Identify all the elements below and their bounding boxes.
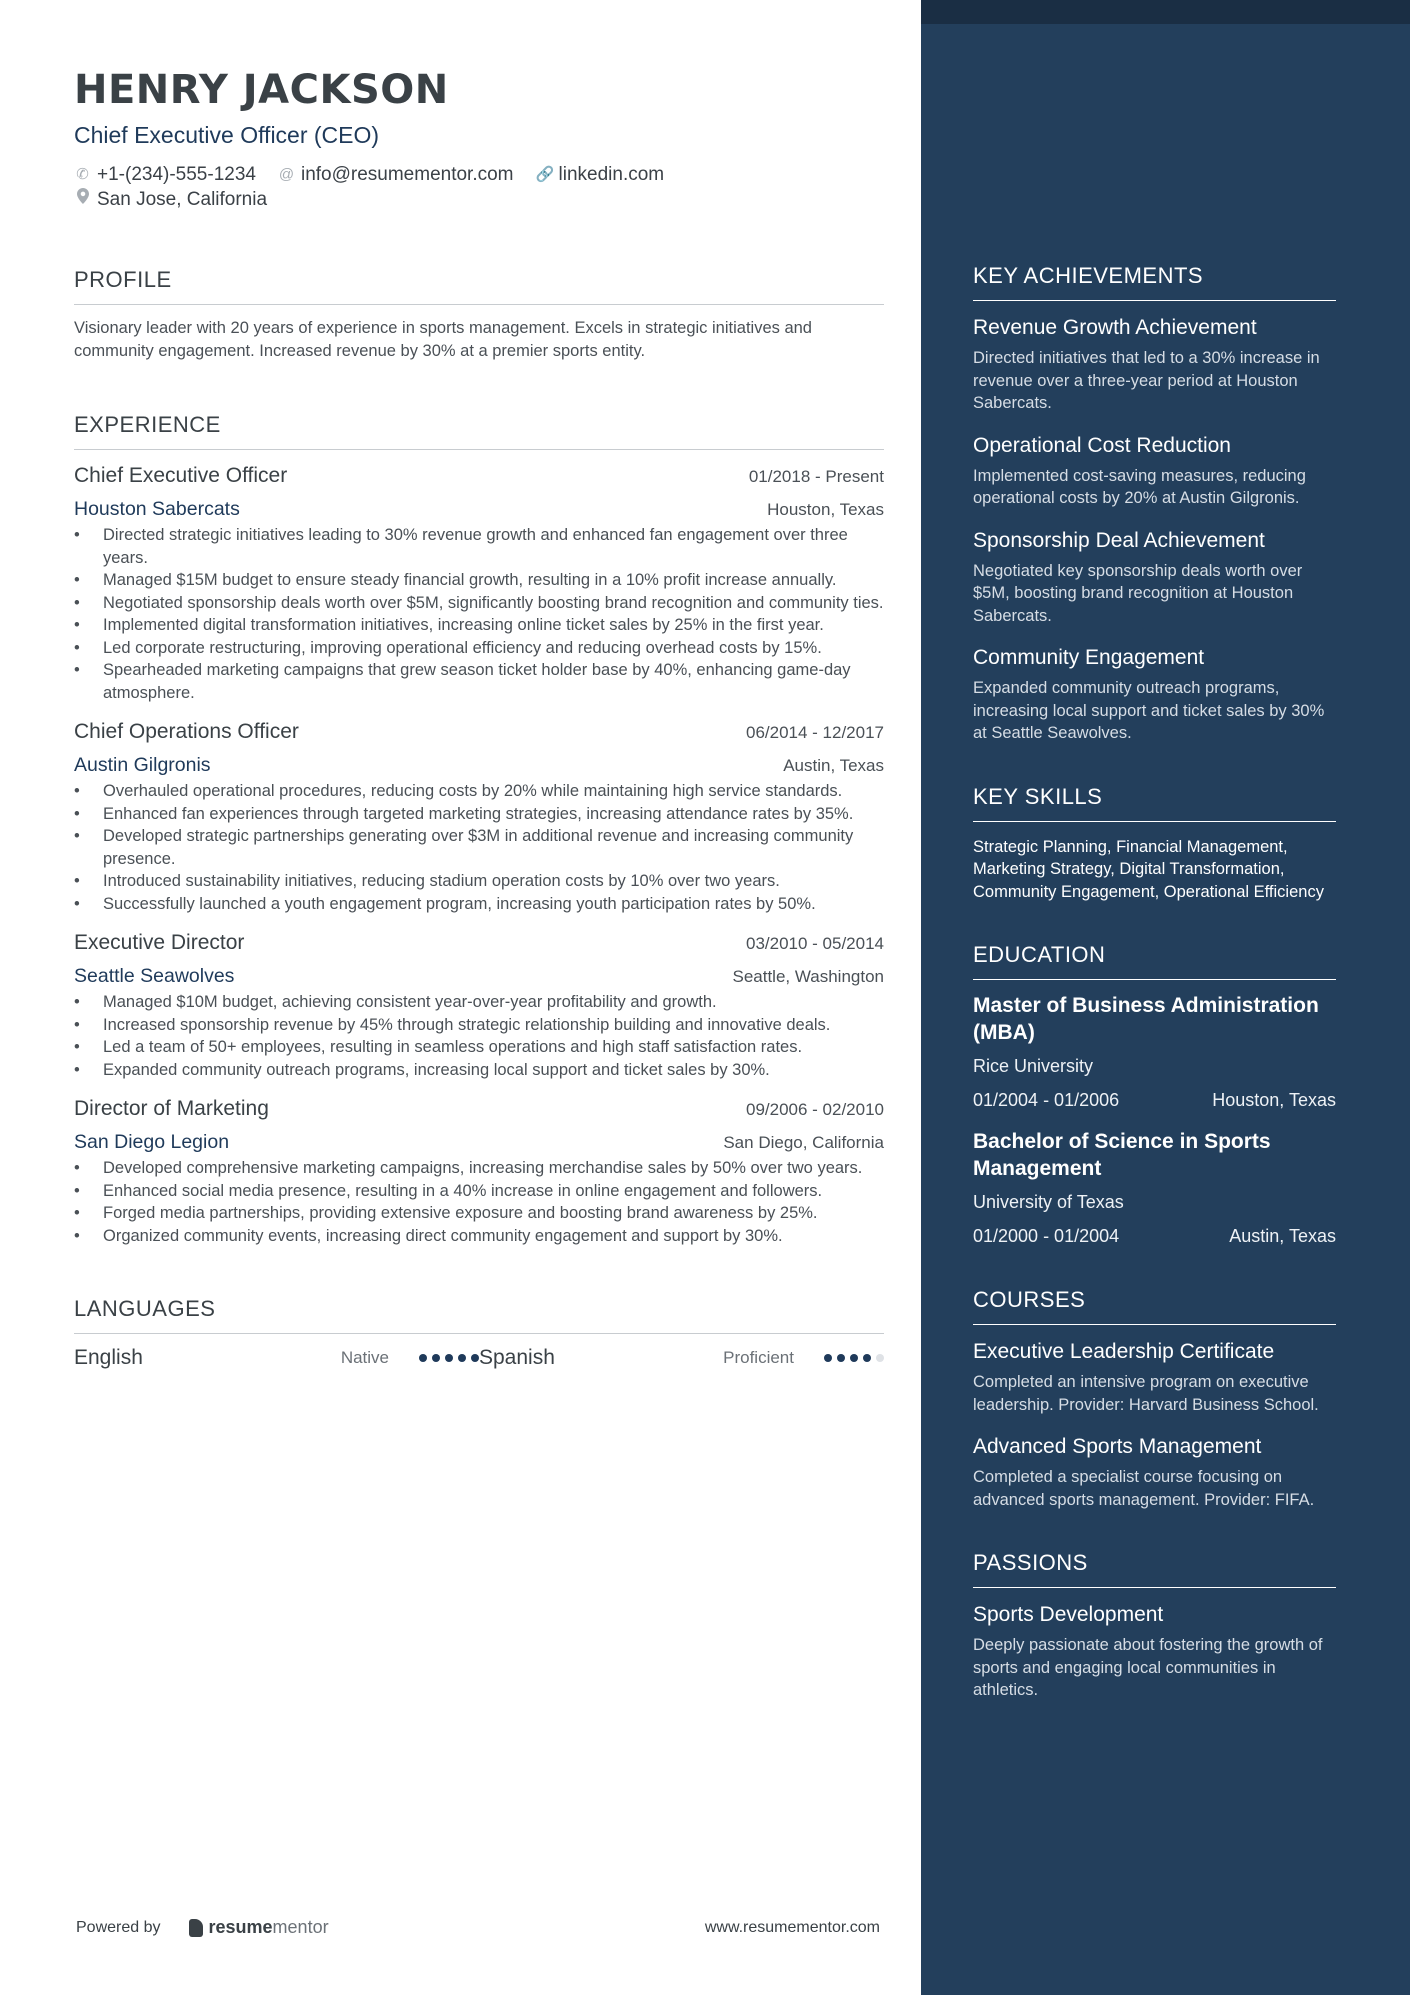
rating-dot [419, 1354, 427, 1362]
powered-by-label: Powered by [76, 1918, 161, 1936]
language-list [74, 1346, 884, 1370]
language-item [479, 1346, 884, 1370]
achievements-heading: KEY ACHIEVEMENTS [973, 262, 1336, 301]
courses-section [973, 1286, 1336, 1511]
job-company: Austin Gilgronis [74, 754, 211, 776]
sidebar [921, 0, 1410, 1995]
job-bullet: • Forged media partnerships, providing extensive exposure and boosting brand awareness by 25%. [74, 1202, 884, 1225]
job-location: Seattle, Washington [732, 967, 884, 986]
brand-mark-icon [189, 1919, 203, 1937]
profile-section [74, 266, 884, 363]
job-location: Houston, Texas [767, 500, 884, 519]
job-location: Austin, Texas [783, 756, 884, 775]
link-icon: 🔗 [535, 166, 555, 183]
course-desc: Completed a specialist course focusing on advanced sports management. Provider: FIFA. [973, 1468, 1315, 1509]
at-icon: @ [278, 166, 295, 183]
education-location: Houston, Texas [1212, 1090, 1336, 1110]
passions-section [973, 1549, 1336, 1702]
education-date: 01/2004 - 01/2006 [973, 1090, 1120, 1110]
profile-heading: PROFILE [74, 266, 884, 305]
job-role: Director of Marketing [74, 1097, 269, 1120]
job-bullet: • Spearheaded marketing campaigns that grew season ticket holder base by 40%, enhancing game-day atmosphere. [74, 659, 884, 704]
job-subheader [74, 496, 884, 522]
brand-light: mentor [272, 1917, 329, 1937]
job-location: San Diego, California [723, 1133, 884, 1152]
rating-dot [432, 1354, 440, 1362]
job-header [74, 929, 884, 957]
job-company: San Diego Legion [74, 1131, 230, 1153]
job-bullets [74, 780, 884, 915]
course-desc: Completed an intensive program on executive leadership. Provider: Harvard Business School. [973, 1373, 1319, 1414]
job-bullet: • Negotiated sponsorship deals worth over $5M, significantly boosting brand recognition and community ties. [74, 592, 884, 615]
job-bullets [74, 991, 884, 1081]
achievement-item [973, 313, 1336, 415]
education-school: University of Texas [973, 1192, 1124, 1212]
course-item [973, 1432, 1336, 1511]
linkedin-contact[interactable] [536, 162, 665, 187]
education-item [973, 1128, 1336, 1248]
achievement-title: Sponsorship Deal Achievement [973, 528, 1265, 552]
education-date: 01/2000 - 01/2004 [973, 1226, 1120, 1246]
job-role: Executive Director [74, 931, 245, 954]
job-bullet: • Developed strategic partnerships generating over $3M in additional revenue and increasing community presence. [74, 825, 884, 870]
rating-dot [837, 1354, 845, 1362]
job-bullet: • Managed $15M budget to ensure steady financial growth, resulting in a 10% profit increase annually. [74, 569, 884, 592]
passion-desc: Deeply passionate about fostering the growth of sports and engaging local communities in athletics. [973, 1636, 1323, 1699]
main-column [74, 66, 884, 1370]
passions-heading: PASSIONS [973, 1549, 1336, 1588]
sidebar-content [973, 262, 1336, 1702]
job-date: 09/2006 - 02/2010 [745, 1100, 884, 1119]
job-header [74, 1095, 884, 1123]
achievement-desc: Implemented cost-saving measures, reducing operational costs by 20% at Austin Gilgronis. [973, 466, 1306, 507]
job-bullet: • Overhauled operational procedures, reducing costs by 20% while maintaining high service standards. [74, 780, 884, 803]
location-pin-icon [74, 187, 91, 212]
achievement-desc: Negotiated key sponsorship deals worth over $5M, boosting brand recognition at Houston Sabercats. [973, 561, 1303, 625]
email-contact[interactable] [278, 162, 514, 187]
profile-text: Visionary leader with 20 years of experience in sports management. Excels in strategic initiatives and community engagement. Increased revenue by 30% at a premier sports entity. [74, 319, 812, 360]
job-bullet: • Organized community events, increasing direct community engagement and support by 30%. [74, 1225, 884, 1248]
education-meta [973, 1088, 1336, 1112]
achievement-item [973, 643, 1336, 745]
job-bullet: • Expanded community outreach programs, increasing local support and ticket sales by 30%. [74, 1059, 884, 1082]
location-text: San Jose, California [97, 189, 268, 210]
course-title: Advanced Sports Management [973, 1435, 1262, 1458]
job-bullet: • Directed strategic initiatives leading to 30% revenue growth and enhanced fan engagement over three years. [74, 524, 884, 569]
rating-dot [850, 1354, 858, 1362]
linkedin-text: linkedin.com [558, 164, 665, 185]
education-section [973, 941, 1336, 1248]
passion-title: Sports Development [973, 1603, 1164, 1626]
education-degree: Bachelor of Science in Sports Management [973, 1130, 1271, 1180]
job-header [74, 718, 884, 746]
language-level: Native [340, 1348, 389, 1367]
job-list [74, 462, 884, 1247]
language-name: Spanish [479, 1346, 555, 1369]
education-heading: EDUCATION [973, 941, 1336, 980]
footer [76, 1917, 880, 1938]
skills-section [973, 783, 1336, 904]
experience-section [74, 411, 884, 1247]
location-contact [74, 187, 267, 212]
job-date: 06/2014 - 12/2017 [745, 723, 884, 742]
achievement-title: Community Engagement [973, 646, 1205, 669]
job-bullet: • Enhanced fan experiences through targeted marketing strategies, increasing attendance rates by 35%. [74, 803, 884, 826]
education-item [973, 992, 1336, 1112]
experience-heading: EXPERIENCE [74, 411, 884, 450]
achievement-item [973, 526, 1336, 628]
job-date: 01/2018 - Present [748, 467, 884, 486]
website-link[interactable]: www.resumementor.com [704, 1918, 880, 1936]
job-bullet: • Implemented digital transformation initiatives, increasing online ticket sales by 25% in the first year. [74, 614, 884, 637]
job-role: Chief Executive Officer [74, 464, 288, 487]
job-subheader [74, 1129, 884, 1155]
job-bullet: • Increased sponsorship revenue by 45% through strategic relationship building and innovative deals. [74, 1014, 884, 1037]
job-bullets [74, 524, 884, 704]
job-bullet: • Managed $10M budget, achieving consistent year-over-year profitability and growth. [74, 991, 884, 1014]
rating-dot [458, 1354, 466, 1362]
sidebar-top-band [921, 0, 1410, 24]
job-bullet: • Led a team of 50+ employees, resulting in seamless operations and high staff satisfaction rates. [74, 1036, 884, 1059]
course-list [973, 1337, 1336, 1511]
brand-bold: resume [208, 1917, 273, 1937]
powered-by [76, 1917, 329, 1938]
rating-dot [471, 1354, 479, 1362]
education-location: Austin, Texas [1229, 1226, 1336, 1246]
achievement-title: Revenue Growth Achievement [973, 316, 1257, 339]
job-entry [74, 718, 884, 915]
rating-dot [824, 1354, 832, 1362]
job-bullet: • Enhanced social media presence, resulting in a 40% increase in online engagement and followers. [74, 1180, 884, 1203]
job-entry [74, 462, 884, 704]
skills-heading: KEY SKILLS [973, 783, 1336, 822]
brand-logo[interactable] [189, 1917, 329, 1938]
language-rating [419, 1354, 479, 1362]
phone-icon: ✆ [76, 166, 89, 183]
achievement-desc: Directed initiatives that led to a 30% increase in revenue over a three-year period at Houston Sabercats. [973, 349, 1320, 412]
job-bullet: • Introduced sustainability initiatives, reducing stadium operation costs by 10% over two years. [74, 870, 884, 893]
language-level: Proficient [723, 1348, 794, 1367]
achievements-section [973, 262, 1336, 745]
achievement-item [973, 431, 1336, 510]
email-text: info@resumementor.com [300, 164, 514, 185]
education-meta [973, 1224, 1336, 1248]
rating-dot [863, 1354, 871, 1362]
language-item [74, 1346, 479, 1370]
job-header [74, 462, 884, 490]
passion-list [973, 1600, 1336, 1702]
phone-contact[interactable] [74, 162, 256, 187]
job-subheader [74, 752, 884, 778]
languages-section [74, 1295, 884, 1370]
job-company: Seattle Seawolves [74, 965, 235, 987]
achievement-desc: Expanded community outreach programs, increasing local support and ticket sales by 30% at Seattle Seawolves. [973, 679, 1325, 742]
job-company: Houston Sabercats [74, 498, 240, 520]
education-school: Rice University [973, 1056, 1094, 1076]
candidate-title: Chief Executive Officer (CEO) [74, 122, 380, 148]
job-date: 03/2010 - 05/2014 [745, 934, 884, 953]
skills-text: Strategic Planning, Financial Management, Marketing Strategy, Digital Transformation, Community Engagement, Operational Efficiency [973, 837, 1324, 901]
education-degree: Master of Business Administration (MBA) [973, 994, 1319, 1044]
achievement-list [973, 313, 1336, 745]
contact-info [74, 162, 884, 212]
candidate-name: HENRY JACKSON [74, 67, 449, 113]
course-title: Executive Leadership Certificate [973, 1340, 1275, 1363]
job-bullet: • Successfully launched a youth engagement program, increasing youth participation rates by 50%. [74, 893, 884, 916]
job-bullets [74, 1157, 884, 1247]
courses-heading: COURSES [973, 1286, 1336, 1325]
job-bullet: • Led corporate restructuring, improving operational efficiency and reducing overhead costs by 15%. [74, 637, 884, 660]
rating-dot [876, 1354, 884, 1362]
education-list [973, 992, 1336, 1248]
language-name: English [74, 1346, 143, 1369]
languages-heading: LANGUAGES [74, 1295, 884, 1334]
job-entry [74, 929, 884, 1081]
job-role: Chief Operations Officer [74, 720, 299, 743]
job-entry [74, 1095, 884, 1247]
language-rating [824, 1354, 884, 1362]
job-subheader [74, 963, 884, 989]
passion-item [973, 1600, 1336, 1702]
phone-text: +1-(234)-555-1234 [97, 164, 256, 185]
achievement-title: Operational Cost Reduction [973, 433, 1231, 457]
job-bullet: • Developed comprehensive marketing campaigns, increasing merchandise sales by 50% over two years. [74, 1157, 884, 1180]
rating-dot [445, 1354, 453, 1362]
course-item [973, 1337, 1336, 1416]
